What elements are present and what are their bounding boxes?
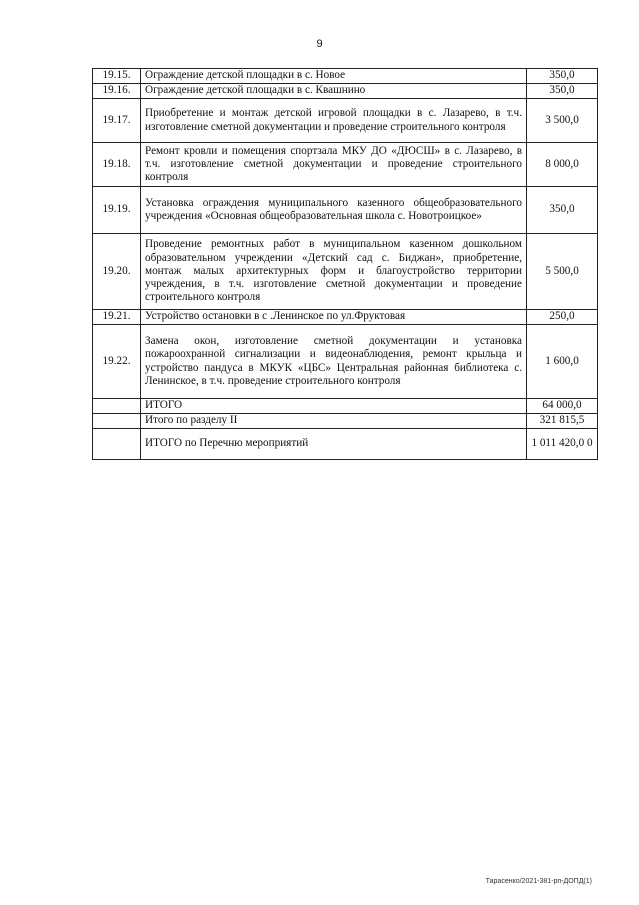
table-row <box>93 84 598 99</box>
row-description: Установка ограждения муниципального казенного общеобразовательного учреждения «Основная общеобразовательная школа с. Новотроицкое» <box>141 187 527 234</box>
row-number: 19.20. <box>93 234 141 310</box>
table-row <box>93 187 598 234</box>
total-label: ИТОГО <box>141 399 527 414</box>
table-row <box>93 310 598 325</box>
row-value: 350,0 <box>527 84 598 99</box>
empty-cell <box>93 414 141 429</box>
page-number: 9 <box>316 38 323 50</box>
table-row <box>93 325 598 399</box>
empty-cell <box>93 399 141 414</box>
total-label: Итого по разделу II <box>141 414 527 429</box>
row-value: 350,0 <box>527 187 598 234</box>
total-row <box>93 414 598 429</box>
row-value: 8 000,0 <box>527 143 598 187</box>
total-label: ИТОГО по Перечню мероприятий <box>141 429 527 460</box>
row-number: 19.21. <box>93 310 141 325</box>
total-row <box>93 429 598 460</box>
row-description: Приобретение и монтаж детской игровой площадки в с. Лазарево, в т.ч. изготовление сметной документации и проведение строительного контроля <box>141 99 527 143</box>
row-number: 19.17. <box>93 99 141 143</box>
row-value: 3 500,0 <box>527 99 598 143</box>
measures-table <box>92 68 598 460</box>
table-row <box>93 234 598 310</box>
empty-cell <box>93 429 141 460</box>
row-description: Проведение ремонтных работ в муниципальном казенном дошкольном образовательном учреждении «Детский сад с. Биджан», приобретение, монтаж малых архитектурных форм и благоустройство территории учреждения, в т.ч. изготовление сметной документации и проведение строительного контроля <box>141 234 527 310</box>
footer-doc-id: Тарасенко/2021-381-рп-ДОПД(1) <box>485 878 592 885</box>
row-value: 5 500,0 <box>527 234 598 310</box>
total-row <box>93 399 598 414</box>
row-number: 19.15. <box>93 69 141 84</box>
table-row <box>93 143 598 187</box>
row-number: 19.22. <box>93 325 141 399</box>
row-number: 19.19. <box>93 187 141 234</box>
total-value: 1 011 420,0 0 <box>527 429 598 460</box>
row-description: Ремонт кровли и помещения спортзала МКУ ДО «ДЮСШ» в с. Лазарево, в т.ч. изготовление сметной документации и проведение строительного контроля <box>141 143 527 187</box>
total-value: 64 000,0 <box>527 399 598 414</box>
row-value: 1 600,0 <box>527 325 598 399</box>
row-value: 250,0 <box>527 310 598 325</box>
row-description: Устройство остановки в с .Ленинское по ул.Фруктовая <box>141 310 527 325</box>
row-number: 19.16. <box>93 84 141 99</box>
table-row <box>93 99 598 143</box>
table-row <box>93 69 598 84</box>
row-number: 19.18. <box>93 143 141 187</box>
row-description: Ограждение детской площадки в с. Новое <box>141 69 527 84</box>
row-description: Замена окон, изготовление сметной документации и установка пожароохранной сигнализации и видеонаблюдения, ремонт крыльца и устройство пандуса в МКУК «ЦБС» Центральная районная библиотека с. Ленинское, в т.ч. проведение строительного контроля <box>141 325 527 399</box>
total-value: 321 815,5 <box>527 414 598 429</box>
row-description: Ограждение детской площадки в с. Квашнино <box>141 84 527 99</box>
row-value: 350,0 <box>527 69 598 84</box>
